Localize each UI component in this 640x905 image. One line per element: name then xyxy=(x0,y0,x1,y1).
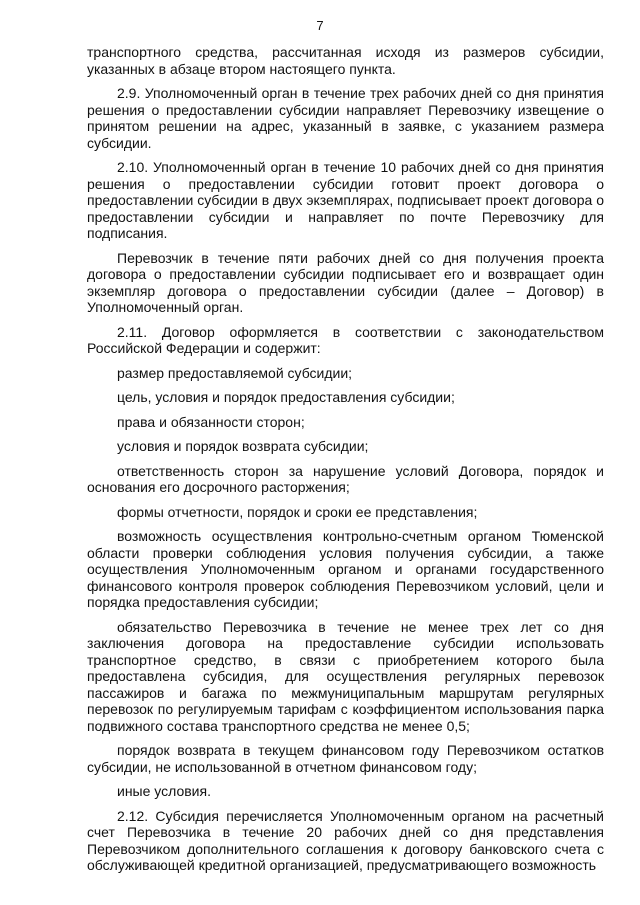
paragraph-carrier-signing: Перевозчик в течение пяти рабочих дней со дня получения проекта договора о предоставлении субсидии подписывает его и возвращает один экземпляр договора о предоставлении субсидии (далее – Договор) в Уполномоченный орган. xyxy=(87,249,604,315)
list-item-subsidy-size: размер предоставляемой субсидии; xyxy=(117,364,353,381)
list-item-other-conditions: иные условия. xyxy=(117,783,211,799)
paragraph-2-12: 2.12. Субсидия перечисляется Уполномоченным органом на расчетный счет Перевозчика в течение 20 рабочих дней со дня представления Перевозчиком дополнительного соглашения к договору банковского счета с обслуживающей кредитной организацией, предусматривающего возможность xyxy=(87,807,604,873)
page-number: 7 xyxy=(316,18,324,33)
paragraph-2-9: 2.9. Уполномоченный орган в течение трех рабочих дней со дня принятия решения о предоставлении субсидии направляет Перевозчику извещение о принятом решении на адрес, указанный в заявке, с указанием размера субсидии. xyxy=(87,85,604,151)
document-body xyxy=(87,44,604,882)
paragraph-2-11: 2.11. Договор оформляется в соответствии с законодательством Российской Федерации и содержит: xyxy=(87,323,604,356)
list-item-liability: ответственность сторон за нарушение условий Договора, порядок и основания его досрочного расторжения; xyxy=(87,462,604,495)
list-item-purpose-conditions: цель, условия и порядок предоставления субсидии; xyxy=(117,389,455,405)
list-item-residual-return: порядок возврата в текущем финансовом году Перевозчиком остатков субсидии, не использованной в отчетном финансовом году; xyxy=(87,742,604,775)
paragraph-continuation: транспортного средства, рассчитанная исходя из размеров субсидии, указанных в абзаце втором настоящего пункта. xyxy=(87,44,604,77)
list-item-rights-obligations: права и обязанности сторон; xyxy=(117,413,305,430)
list-item-reporting-forms: формы отчетности, порядок и сроки ее представления; xyxy=(117,503,478,520)
list-item-carrier-obligation: обязательство Перевозчика в течение не менее трех лет со дня заключения договора на предоставление субсидии использовать транспортное средство, в связи с приобретением которого была предоставлена субсидия, для осуществления регулярных перевозок пассажиров и багажа по межмуниципальным маршрутам регулярных перевозок по регулируемым тарифам с коэффициентом использования парка подвижного состава транспортного средства не менее 0,5; xyxy=(87,618,604,734)
list-item-audit-possibility: возможность осуществления контрольно-счетным органом Тюменской области проверки соблюдения условия получения субсидии, а также осуществления Уполномоченным органом и органами государственного финансового контроля проверок соблюдения Перевозчиком условий, цели и порядка предоставления субсидии; xyxy=(87,528,604,610)
paragraph-2-10: 2.10. Уполномоченный орган в течение 10 рабочих дней со дня принятия решения о предоставлении субсидии готовит проект договора о предоставлении субсидии в двух экземплярах, подписывает проект договора о предоставлении субсидии и направляет по почте Перевозчику для подписания. xyxy=(87,159,604,241)
list-item-return-conditions: условия и порядок возврата субсидии; xyxy=(117,438,369,454)
